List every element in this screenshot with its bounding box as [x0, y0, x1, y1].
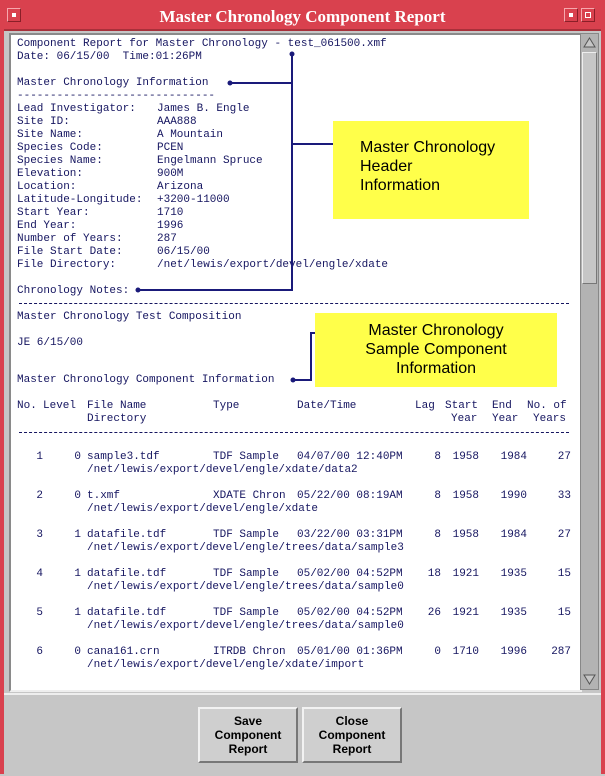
report-text-area[interactable]	[9, 33, 582, 692]
row-file-name: t.xmf	[87, 490, 121, 502]
button-bar	[4, 693, 601, 776]
field-value: Arizona	[157, 181, 204, 193]
row-directory: /net/lewis/export/devel/engle/trees/data/sample3	[87, 542, 404, 554]
scroll-down-arrow-icon[interactable]	[582, 672, 597, 687]
field-label: Elevation:	[17, 168, 84, 180]
row-file-name: datafile.tdf	[87, 568, 167, 580]
close-button-line1: Close	[335, 714, 369, 728]
row-start-year: 1921	[452, 568, 479, 580]
header-info-callout-line3: Information	[360, 177, 441, 194]
row-num-years: 27	[557, 451, 571, 463]
field-value: James B. Engle	[157, 103, 250, 115]
scroll-up-arrow-icon[interactable]	[582, 35, 597, 50]
row-start-year: 1958	[452, 529, 479, 541]
info-heading: Master Chronology Information	[17, 77, 209, 89]
row-no: 4	[36, 568, 43, 580]
row-no: 3	[36, 529, 43, 541]
save-button-line3: Report	[228, 742, 268, 756]
header-info-callout-line1: Master Chronology	[360, 139, 496, 156]
row-directory: /net/lewis/export/devel/engle/xdate/import	[87, 659, 365, 671]
row-no: 5	[36, 607, 43, 619]
header-info-callout-line2: Header	[360, 158, 413, 175]
row-directory: /net/lewis/export/devel/engle/xdate/data2	[87, 464, 358, 476]
field-value: 900M	[157, 168, 184, 180]
row-end-year: 1935	[500, 568, 527, 580]
field-label: Site ID:	[17, 116, 70, 128]
component-info-callout-line1: Master Chronology	[368, 322, 504, 339]
field-value: 287	[157, 233, 177, 245]
row-level: 1	[74, 607, 81, 619]
field-value: PCEN	[157, 142, 184, 154]
row-num-years: 15	[557, 607, 571, 619]
col-header-level: Level	[43, 400, 77, 412]
field-label: Species Code:	[17, 142, 103, 154]
row-no: 6	[36, 646, 43, 658]
row-datetime: 04/07/00 12:40PM	[297, 451, 403, 463]
field-label: File Directory:	[17, 259, 117, 271]
row-end-year: 1990	[500, 490, 527, 502]
col-header-file-name: File Name	[87, 400, 147, 412]
close-component-report-button[interactable]	[302, 707, 402, 763]
row-start-year: 1958	[452, 451, 479, 463]
col-header-num-years-2: Years	[533, 413, 567, 425]
row-file-name: sample3.tdf	[87, 451, 160, 463]
close-button-label	[319, 714, 386, 756]
callout-leader-lines	[11, 35, 580, 690]
row-start-year: 1958	[452, 490, 479, 502]
col-header-end-year: End	[492, 400, 512, 412]
info-underline: ------------------------------	[17, 90, 216, 102]
row-lag: 8	[434, 490, 441, 502]
field-value: 1996	[157, 220, 184, 232]
field-label: Number of Years:	[17, 233, 123, 245]
component-info-label: Master Chronology Component Information	[17, 374, 275, 386]
field-label: Lead Investigator:	[17, 103, 136, 115]
col-header-type: Type	[213, 400, 240, 412]
row-directory: /net/lewis/export/devel/engle/trees/data/sample0	[87, 620, 404, 632]
row-end-year: 1935	[500, 607, 527, 619]
field-label: Species Name:	[17, 155, 103, 167]
component-info-callout-line3: Information	[395, 360, 477, 377]
row-start-year: 1921	[452, 607, 479, 619]
col-header-start-year-2: Year	[451, 413, 478, 425]
row-end-year: 1984	[500, 451, 527, 463]
row-datetime: 05/02/00 04:52PM	[297, 607, 403, 619]
row-level: 0	[74, 646, 81, 658]
col-header-num-years: No. of	[527, 400, 567, 412]
row-datetime: 05/02/00 04:52PM	[297, 568, 403, 580]
col-header-lag: Lag	[415, 400, 435, 412]
row-no: 1	[36, 451, 43, 463]
field-value: AAA888	[157, 116, 197, 128]
row-end-year: 1984	[500, 529, 527, 541]
row-datetime: 05/22/00 08:19AM	[297, 490, 403, 502]
minimize-icon	[569, 13, 573, 17]
field-value: +3200-11000	[157, 194, 230, 206]
field-value: 06/15/00	[157, 246, 210, 258]
field-value: Engelmann Spruce	[157, 155, 263, 167]
row-type: TDF Sample	[213, 607, 280, 619]
test-composition-label: Master Chronology Test Composition	[17, 311, 242, 323]
row-file-name: datafile.tdf	[87, 607, 167, 619]
close-button-line2: Component	[318, 728, 386, 742]
row-type: XDATE Chron	[213, 490, 286, 502]
field-value: 1710	[157, 207, 184, 219]
row-level: 0	[74, 490, 81, 502]
field-value: A Mountain	[157, 129, 224, 141]
row-file-name: datafile.tdf	[87, 529, 167, 541]
row-end-year: 1996	[500, 646, 527, 658]
save-button-label	[215, 714, 282, 756]
save-button-line2: Component	[214, 728, 282, 742]
row-directory: /net/lewis/export/devel/engle/xdate	[87, 503, 319, 515]
row-start-year: 1710	[452, 646, 479, 658]
row-num-years: 287	[551, 646, 571, 658]
row-level: 1	[74, 568, 81, 580]
row-lag: 8	[434, 529, 441, 541]
field-label: File Start Date:	[17, 246, 123, 258]
vertical-scrollbar[interactable]	[580, 33, 599, 690]
row-num-years: 27	[557, 529, 571, 541]
col-header-start-year: Start	[445, 400, 479, 412]
row-level: 0	[74, 451, 81, 463]
field-label: Site Name:	[17, 129, 84, 141]
row-num-years: 15	[557, 568, 571, 580]
component-info-callout-line2: Sample Component	[365, 341, 507, 358]
col-header-end-year-2: Year	[492, 413, 519, 425]
row-type: TDF Sample	[213, 529, 280, 541]
field-value: /net/lewis/export/devel/engle/xdate	[157, 259, 389, 271]
row-lag: 18	[427, 568, 441, 580]
field-label: Latitude-Longitude:	[17, 194, 143, 206]
field-label: Location:	[17, 181, 77, 193]
row-file-name: cana161.crn	[87, 646, 160, 658]
maximize-icon	[585, 12, 591, 18]
report-header-line: Component Report for Master Chronology - test_061500.xmf	[17, 38, 387, 50]
row-lag: 0	[434, 646, 441, 658]
row-type: TDF Sample	[213, 451, 280, 463]
maximize-button[interactable]	[581, 8, 595, 22]
close-button-line3: Report	[332, 742, 372, 756]
report-date-line: Date: 06/15/00 Time:01:26PM	[17, 51, 202, 63]
test-composition-note: JE 6/15/00	[17, 337, 84, 349]
minimize-button[interactable]	[564, 8, 578, 22]
row-lag: 8	[434, 451, 441, 463]
row-level: 1	[74, 529, 81, 541]
col-header-no: No.	[17, 400, 37, 412]
row-datetime: 05/01/00 01:36PM	[297, 646, 403, 658]
row-num-years: 33	[557, 490, 571, 502]
row-datetime: 03/22/00 03:31PM	[297, 529, 403, 541]
title-bar[interactable]	[4, 4, 601, 31]
col-header-datetime: Date/Time	[297, 400, 357, 412]
row-type: ITRDB Chron	[213, 646, 286, 658]
row-no: 2	[36, 490, 43, 502]
field-label: End Year:	[17, 220, 77, 232]
row-directory: /net/lewis/export/devel/engle/trees/data/sample0	[87, 581, 404, 593]
scrollbar-thumb[interactable]	[582, 52, 597, 284]
row-type: TDF Sample	[213, 568, 280, 580]
notes-label: Chronology Notes:	[17, 285, 130, 297]
field-label: Start Year:	[17, 207, 90, 219]
col-header-directory: Directory	[87, 413, 147, 425]
save-button-line1: Save	[233, 714, 263, 728]
window-title: Master Chronology Component Report	[159, 7, 446, 26]
row-lag: 26	[427, 607, 441, 619]
save-component-report-button[interactable]	[198, 707, 298, 763]
